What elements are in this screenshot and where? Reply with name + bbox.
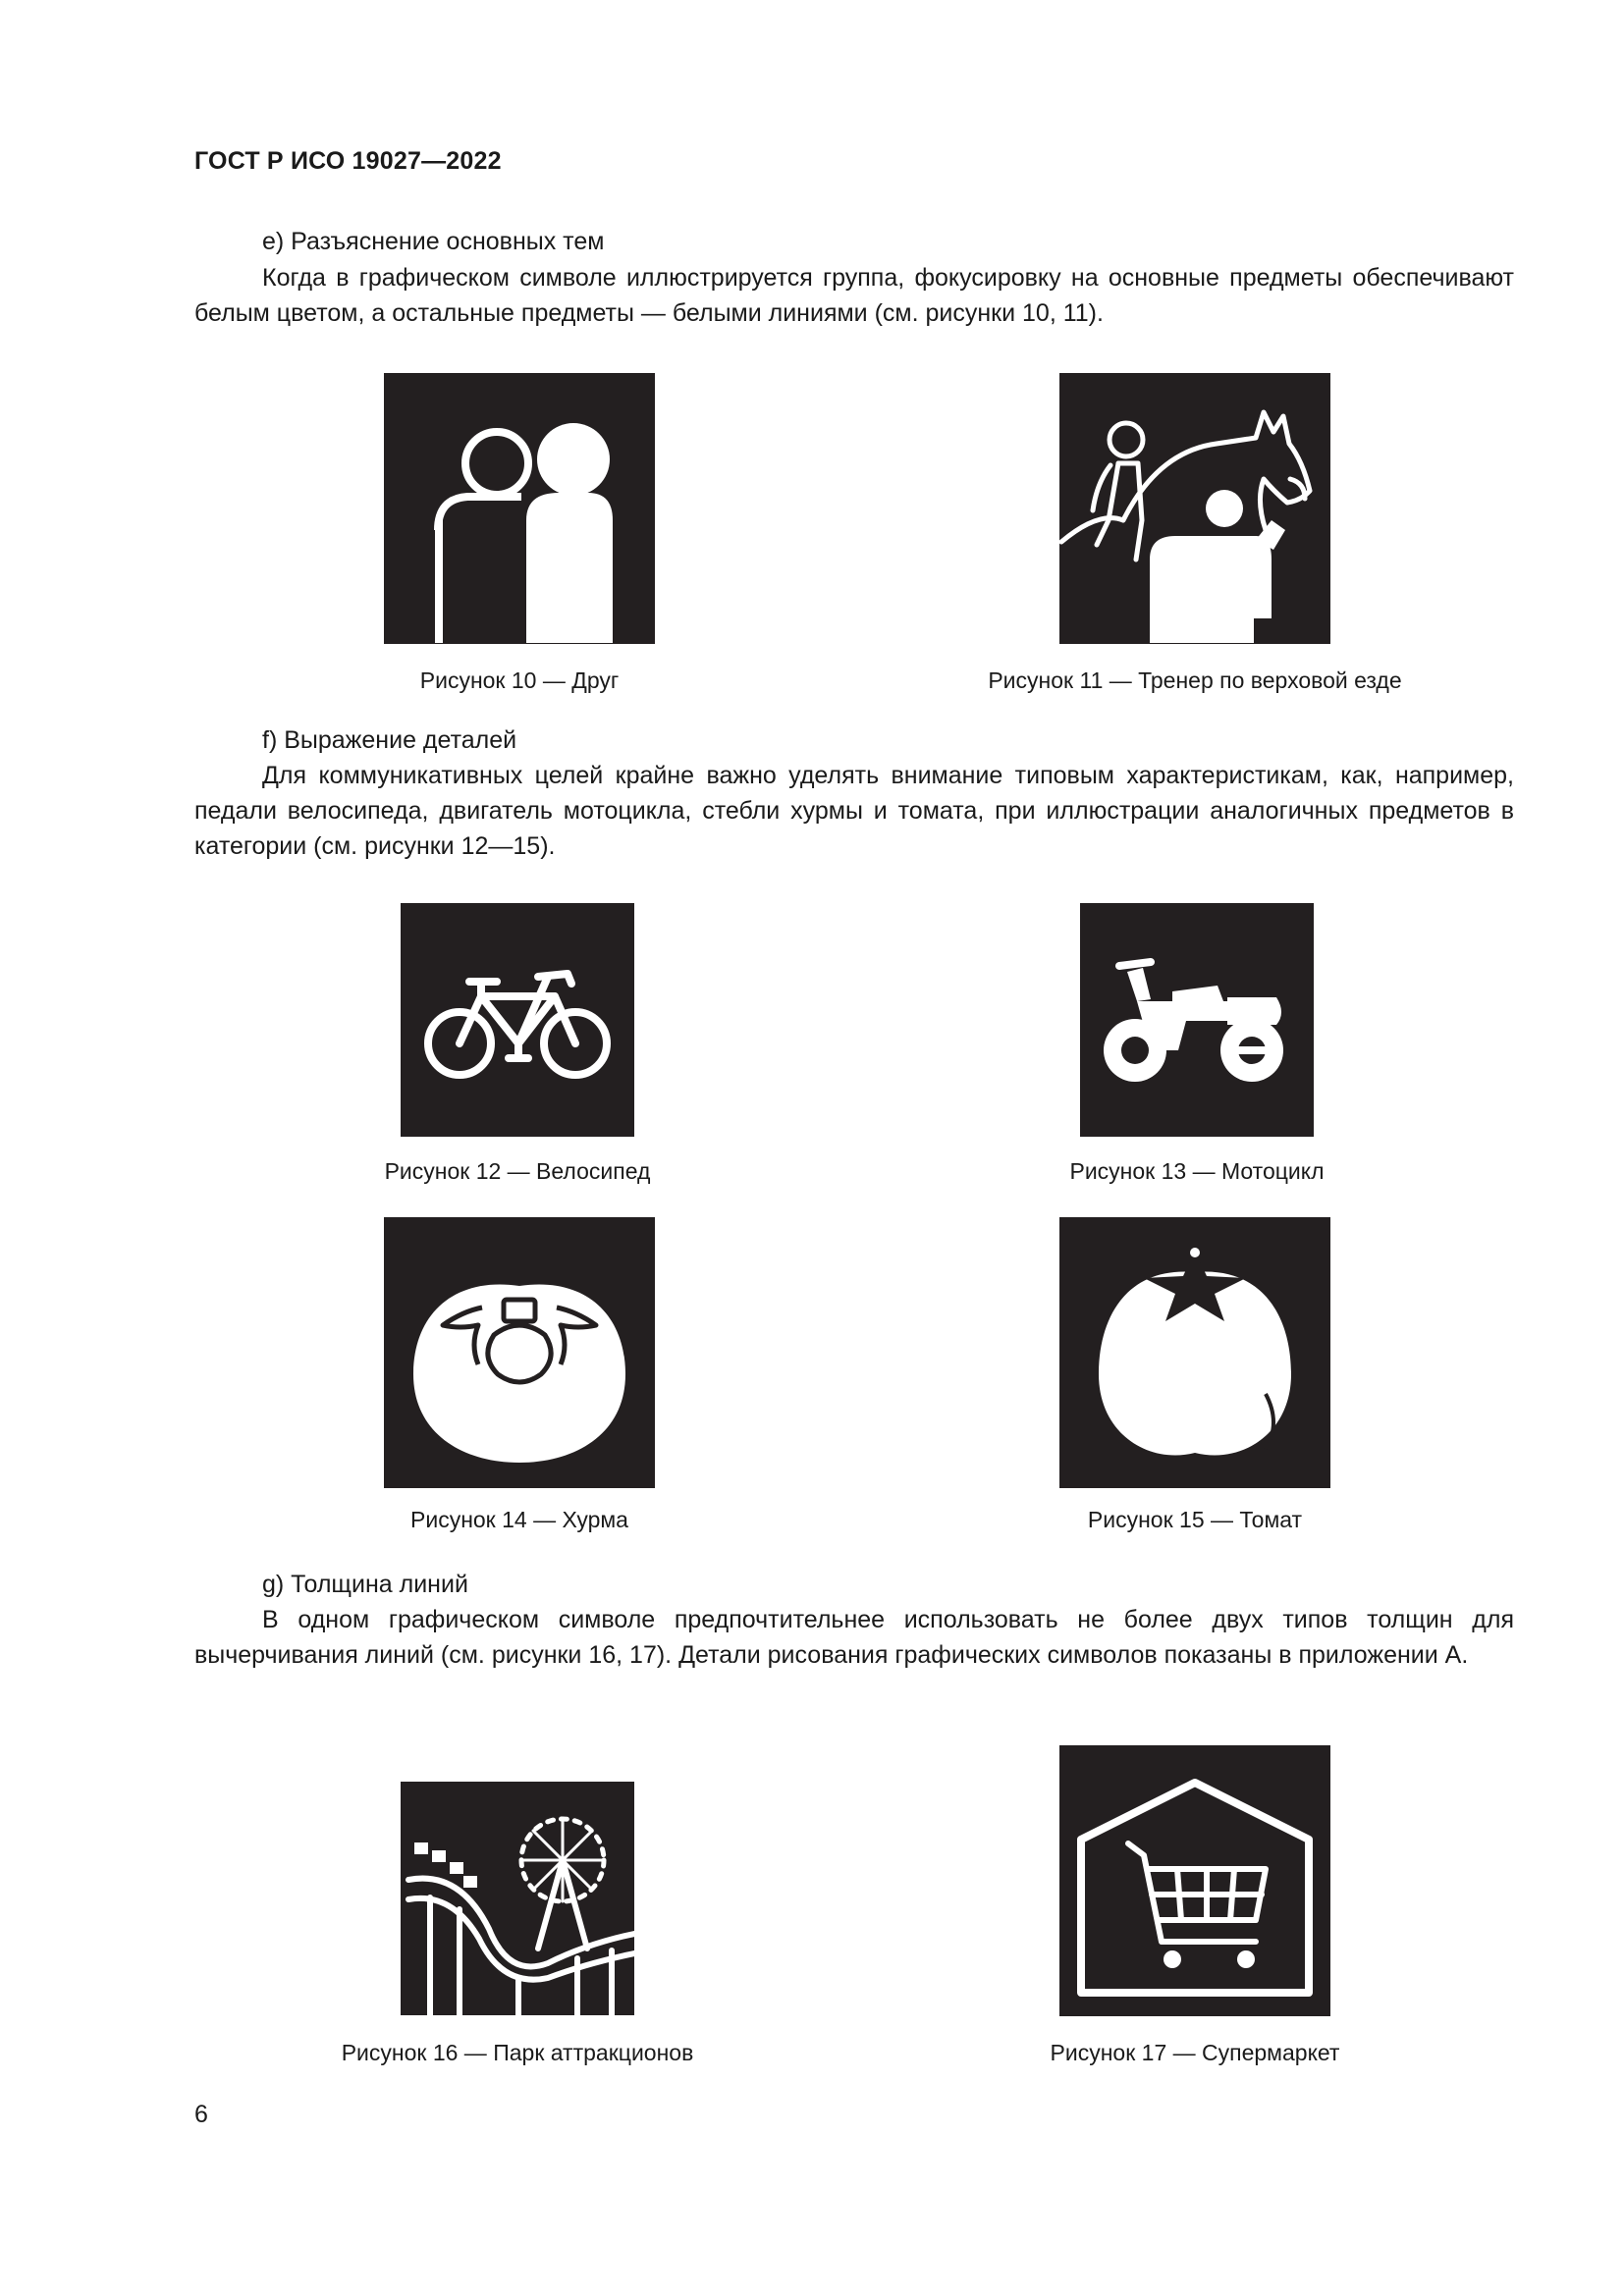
section-f-text: Для коммуникативных целей крайне важно уделять внимание типовым характеристикам, как, например, педали велосипеда, двигатель мотоцикла, стебли хурмы и томата, при иллюстрации аналогичных предметов в категории (см. рисунки 12—15).	[194, 762, 1514, 860]
figure-15-caption: Рисунок 15 — Томат	[1087, 1507, 1303, 1532]
figure-11-caption: Рисунок 11 — Тренер по верховой езде	[988, 667, 1402, 693]
document-header: ГОСТ Р ИСО 19027—2022	[194, 147, 502, 175]
section-f-title: f) Выражение деталей	[262, 726, 517, 754]
figure-17-supermarket-icon	[1059, 1745, 1330, 2016]
figure-16-amusement-park-icon	[401, 1782, 634, 2015]
figure-16-caption: Рисунок 16 — Парк аттракционов	[341, 2040, 694, 2065]
page-number: 6	[194, 2101, 208, 2128]
figure-13-caption: Рисунок 13 — Мотоцикл	[1069, 1158, 1325, 1184]
figure-13-motorcycle-icon	[1080, 903, 1314, 1137]
figure-10-caption: Рисунок 10 — Друг	[419, 667, 620, 693]
figure-12-bicycle-icon	[401, 903, 634, 1137]
section-g-text: В одном графическом символе предпочтительнее использовать не более двух типов толщин для вычерчивания линий (см. рисунки 16, 17). Детали рисования графических символов показаны в приложении А.	[194, 1606, 1514, 1669]
section-e-title: e) Разъяснение основных тем	[262, 228, 605, 255]
figure-14-caption: Рисунок 14 — Хурма	[410, 1507, 628, 1532]
section-e-text: Когда в графическом символе иллюстрируется группа, фокусировку на основные предметы обеспечивают белым цветом, а остальные предметы — белыми линиями (см. рисунки 10, 11).	[194, 264, 1514, 327]
figure-15-tomato-icon	[1059, 1217, 1330, 1488]
figure-11-riding-trainer-icon	[1059, 373, 1330, 644]
figure-17-caption: Рисунок 17 — Супермаркет	[1050, 2040, 1340, 2065]
figure-10-friend-icon	[384, 373, 655, 644]
section-g-title: g) Толщина линий	[262, 1571, 468, 1598]
figure-12-caption: Рисунок 12 — Велосипед	[384, 1158, 651, 1184]
figure-14-persimmon-icon	[384, 1217, 655, 1488]
